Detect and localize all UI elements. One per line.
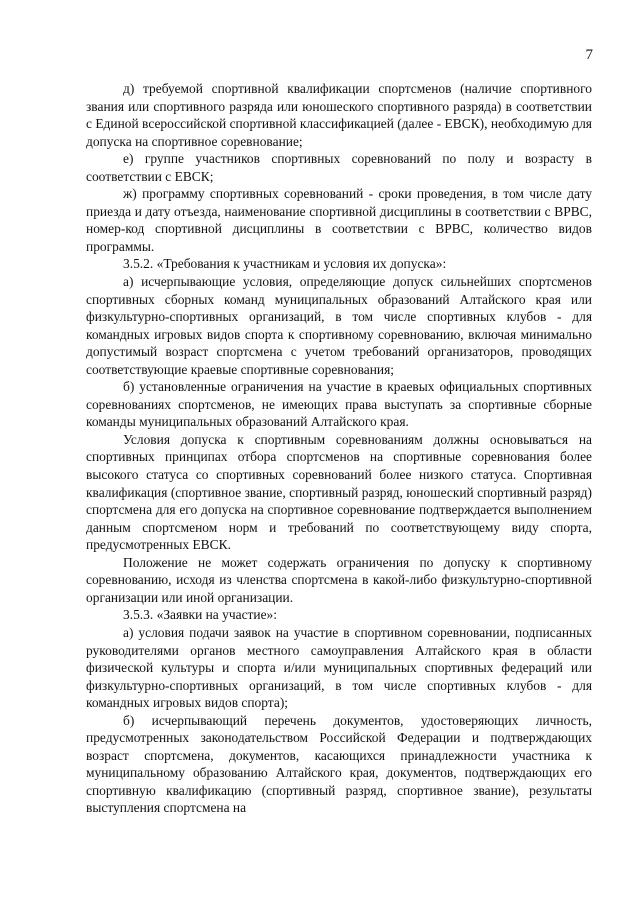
page-number: 7 bbox=[585, 47, 593, 63]
paragraph-application-conditions: а) условия подачи заявок на участие в спортивном соревновании, подписанных руководителями органов местного самоуправления Алтайского края в области физической культуры и спорта и/или муниципальных спортивных федераций или физкультурно-спортивных организаций, в том числе спортивных клубов - для командных игровых видов спорта); bbox=[86, 624, 592, 711]
paragraph-item-e: е) группе участников спортивных соревнований по полу и возрасту в соответствии с ЕВСК; bbox=[86, 151, 592, 184]
paragraph-documents-list: б) исчерпывающий перечень документов, удостоверяющих личность, предусмотренных законодательством Российской Федерации и подтверждающих возраст спортсмена, документов, касающихся принадлежности участника к муниципальному образованию Алтайского края, документов, подтверждающих его спортивную квалификацию (спортивный разряд, спортивное звание), результаты выступления спортсмена на bbox=[86, 712, 592, 816]
section-heading-3-5-2: 3.5.2. «Требования к участникам и условия их допуска»: bbox=[123, 256, 447, 272]
paragraph-admission-conditions: Условия допуска к спортивным соревнованиям должны основываться на спортивных принципах отбора спортсменов на спортивные соревнования более высокого статуса со спортивных соревнований более низкого статуса. Спортивная квалификация (спортивное звание, спортивный разряд, юношеский спортивный разряд) спортсмена для его допуска на спортивное соревнование подтверждается выполнением данным спортсменом норм и требований по соответствующему виду спорта, предусмотренных ЕВСК. bbox=[86, 431, 592, 553]
document-body bbox=[86, 80, 592, 817]
paragraph-item-b: б) установленные ограничения на участие в краевых официальных спортивных соревнованиях спортсменов, не имеющих права выступать за спортивные сборные команды муниципальных образований Алтайского края. bbox=[86, 379, 592, 430]
section-heading-3-5-3: 3.5.3. «Заявки на участие»: bbox=[123, 607, 278, 623]
paragraph-item-zh: ж) программу спортивных соревнований - сроки проведения, в том числе дату приезда и дату отъезда, наименование спортивной дисциплины в соответствии с ВРВС, номер-код спортивной дисциплины в соответствии с ВРВС, количество видов программы. bbox=[86, 186, 592, 254]
paragraph-membership-restriction: Положение не может содержать ограничения по допуску к спортивному соревнованию, исходя из членства спортсмена в какой-либо физкультурно-спортивной организации или иной организации. bbox=[86, 554, 592, 605]
paragraph-item-a: а) исчерпывающие условия, определяющие допуск сильнейших спортсменов спортивных сборных команд муниципальных образований Алтайского края или физкультурно-спортивных организаций, в том числе спортивных клубов - для командных игровых видов спорта к спортивному соревнованию, включая минимально допустимый возраст спортсмена с учетом требований организаторов, проводящих соответствующие краевые спортивные соревнования; bbox=[86, 274, 592, 377]
paragraph-item-d: д) требуемой спортивной квалификации спортсменов (наличие спортивного звания или спортивного разряда или юношеского спортивного разряда) в соответствии с Единой всероссийской спортивной классификацией (далее - ЕВСК), необходимую для допуска на спортивное соревнование; bbox=[86, 81, 592, 149]
